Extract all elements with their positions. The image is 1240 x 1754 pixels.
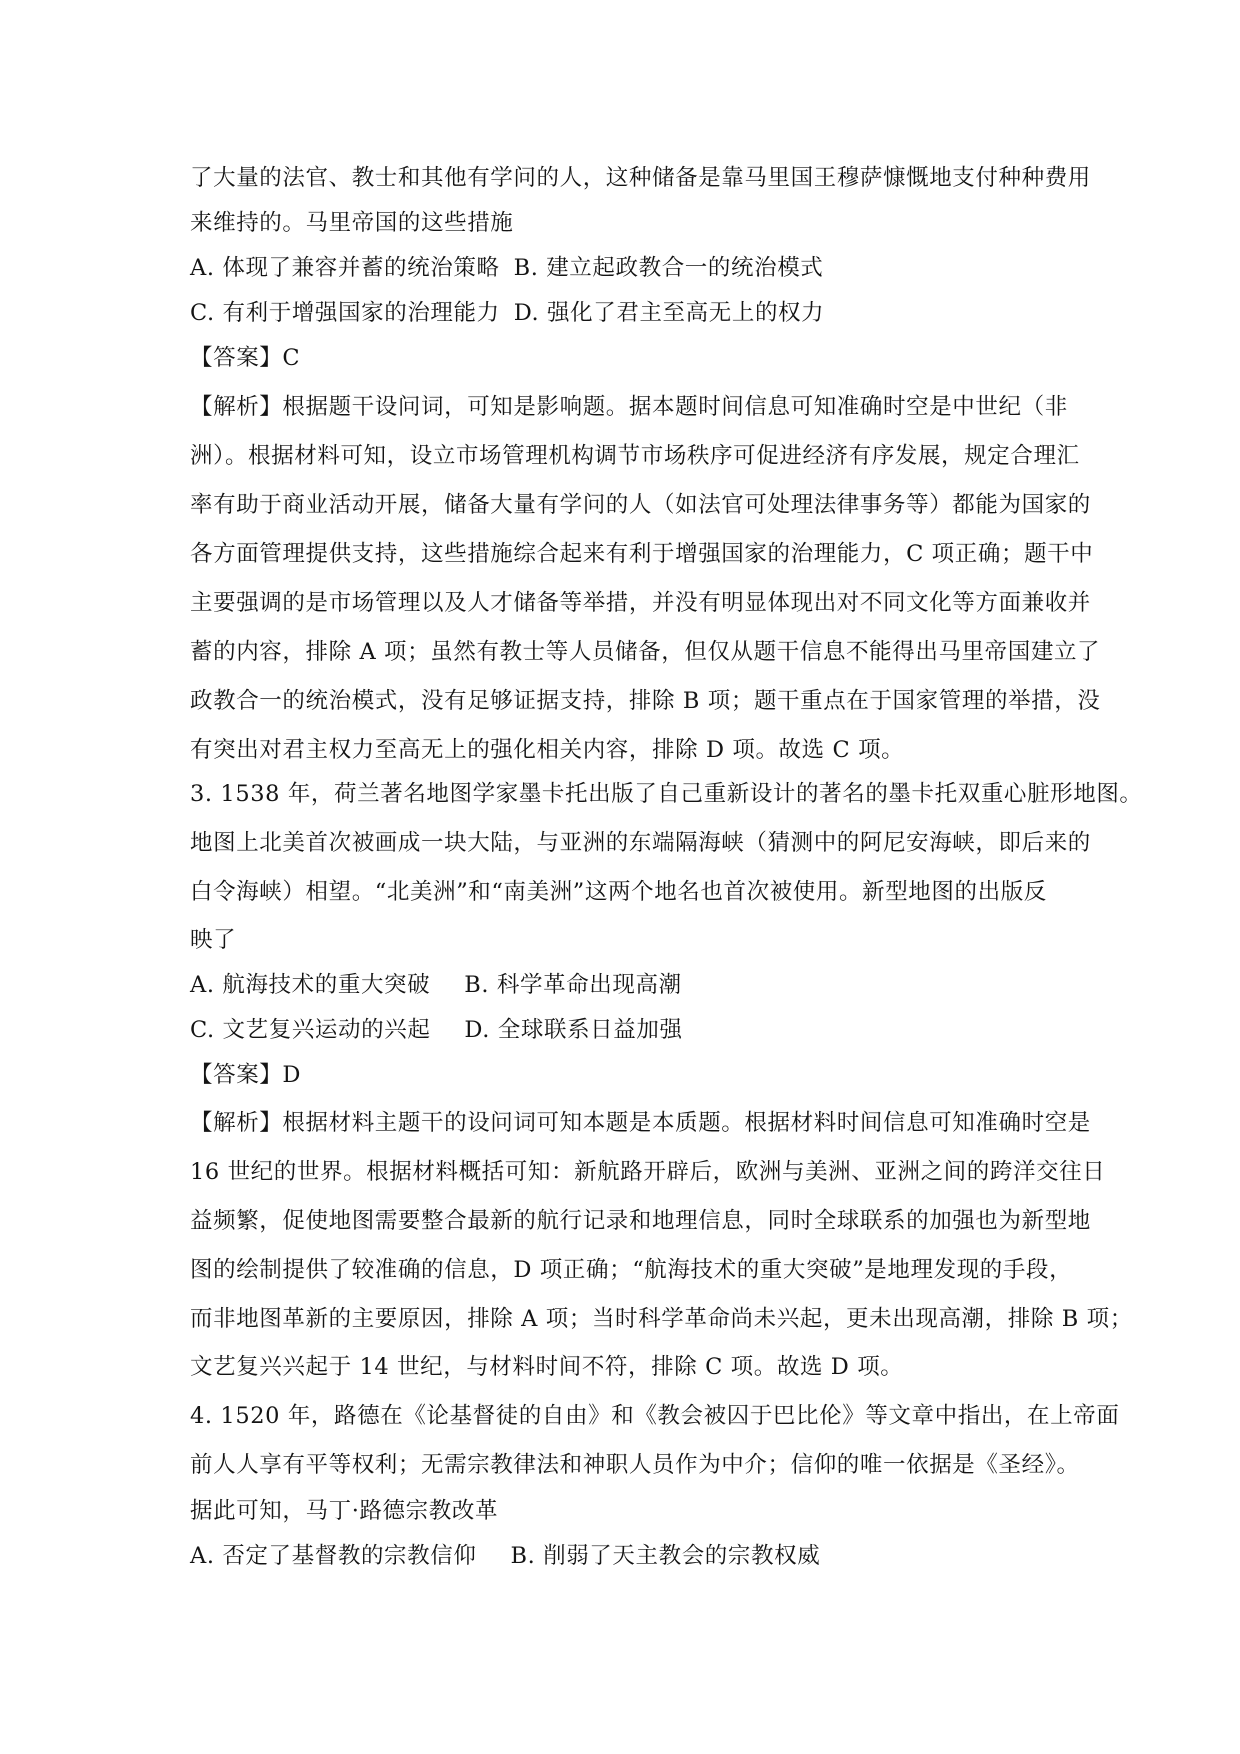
q2-analysis-line-7: 政教合一的统治模式，没有足够证据支持，排除 B 项；题干重点在于国家管理的举措，没 xyxy=(190,688,1101,714)
q2-option-b: B. 建立起政教合一的统治模式 xyxy=(513,255,824,281)
q3-analysis-line-5: 而非地图革新的主要原因，排除 A 项；当时科学革命尚未兴起，更未出现高潮，排除 B 项； xyxy=(190,1306,1133,1332)
q2-stem-line-1: 了大量的法官、教士和其他有学问的人，这种储备是靠马里国王穆萨慷慨地支付种种费用 xyxy=(190,165,1091,191)
q3-option-b: B. 科学革命出现高潮 xyxy=(464,972,682,998)
q2-options-row-1 xyxy=(190,253,823,283)
q2-analysis-line-3: 率有助于商业活动开展，储备大量有学问的人（如法官可处理法律事务等）都能为国家的 xyxy=(190,492,1091,518)
q3-analysis-line-3: 益频繁，促使地图需要整合最新的航行记录和地理信息，同时全球联系的加强也为新型地 xyxy=(190,1208,1091,1234)
q2-options-row-2 xyxy=(190,298,824,328)
q2-answer: 【答案】C xyxy=(190,345,301,371)
q4-options-row-1 xyxy=(190,1541,820,1571)
q2-analysis-line-6: 蓄的内容，排除 A 项；虽然有教士等人员储备，但仅从题干信息不能得出马里帝国建立了 xyxy=(190,639,1101,665)
q2-analysis-line-8: 有突出对君主权力至高无上的强化相关内容，排除 D 项。故选 C 项。 xyxy=(190,737,905,763)
q3-analysis-line-4: 图的绘制提供了较准确的信息，D 项正确；“航海技术的重大突破”是地理发现的手段， xyxy=(190,1257,1073,1283)
q2-option-c: C. 有利于增强国家的治理能力 xyxy=(190,300,500,326)
q2-option-d: D. 强化了君主至高无上的权力 xyxy=(513,300,825,326)
q2-stem-line-2: 来维持的。马里帝国的这些措施 xyxy=(190,210,514,236)
q3-options-row-2 xyxy=(190,1015,683,1045)
q3-analysis-line-2: 16 世纪的世界。根据材料概括可知：新航路开辟后，欧洲与美洲、亚洲之间的跨洋交往日 xyxy=(190,1159,1106,1185)
q3-analysis-line-6: 文艺复兴兴起于 14 世纪，与材料时间不符，排除 C 项。故选 D 项。 xyxy=(190,1354,904,1380)
q3-stem-line-1: 3. 1538 年，荷兰著名地图学家墨卡托出版了自己重新设计的著名的墨卡托双重心脏形地图。 xyxy=(190,781,1143,807)
q3-analysis-line-1: 【解析】根据材料主题干的设问词可知本题是本质题。根据材料时间信息可知准确时空是 xyxy=(190,1110,1091,1136)
q3-stem-line-4: 映了 xyxy=(190,927,237,953)
q4-option-a: A. 否定了基督教的宗教信仰 xyxy=(190,1543,477,1569)
q3-option-a: A. 航海技术的重大突破 xyxy=(190,972,431,998)
q3-stem-line-3: 白令海峡）相望。“北美洲”和“南美洲”这两个地名也首次被使用。新型地图的出版反 xyxy=(190,879,1047,905)
q3-options-row-1 xyxy=(190,970,682,1000)
q2-analysis-line-5: 主要强调的是市场管理以及人才储备等举措，并没有明显体现出对不同文化等方面兼收并 xyxy=(190,590,1091,616)
q2-analysis-line-4: 各方面管理提供支持，这些措施综合起来有利于增强国家的治理能力，C 项正确；题干中 xyxy=(190,541,1094,567)
q4-stem-line-2: 前人人享有平等权利；无需宗教律法和神职人员作为中介；信仰的唯一依据是《圣经》。 xyxy=(190,1452,1080,1478)
q4-stem-line-1: 4. 1520 年，路德在《论基督徒的自由》和《教会被囚于巴比伦》等文章中指出，在上帝面 xyxy=(190,1403,1120,1429)
q2-analysis-line-1: 【解析】根据题干设问词，可知是影响题。据本题时间信息可知准确时空是中世纪（非 xyxy=(190,394,1068,420)
q3-option-c: C. 文艺复兴运动的兴起 xyxy=(190,1017,431,1043)
q3-answer: 【答案】D xyxy=(190,1062,302,1088)
q2-analysis-line-2: 洲）。根据材料可知，设立市场管理机构调节市场秩序可促进经济有序发展，规定合理汇 xyxy=(190,443,1080,469)
q2-option-a: A. 体现了兼容并蓄的统治策略 xyxy=(190,255,500,281)
q4-option-b: B. 削弱了天主教会的宗教权威 xyxy=(510,1543,821,1569)
q3-option-d: D. 全球联系日益加强 xyxy=(464,1017,683,1043)
q4-stem-line-3: 据此可知，马丁·路德宗教改革 xyxy=(190,1498,499,1524)
q3-stem-line-2: 地图上北美首次被画成一块大陆，与亚洲的东端隔海峡（猜测中的阿尼安海峡，即后来的 xyxy=(190,830,1091,856)
